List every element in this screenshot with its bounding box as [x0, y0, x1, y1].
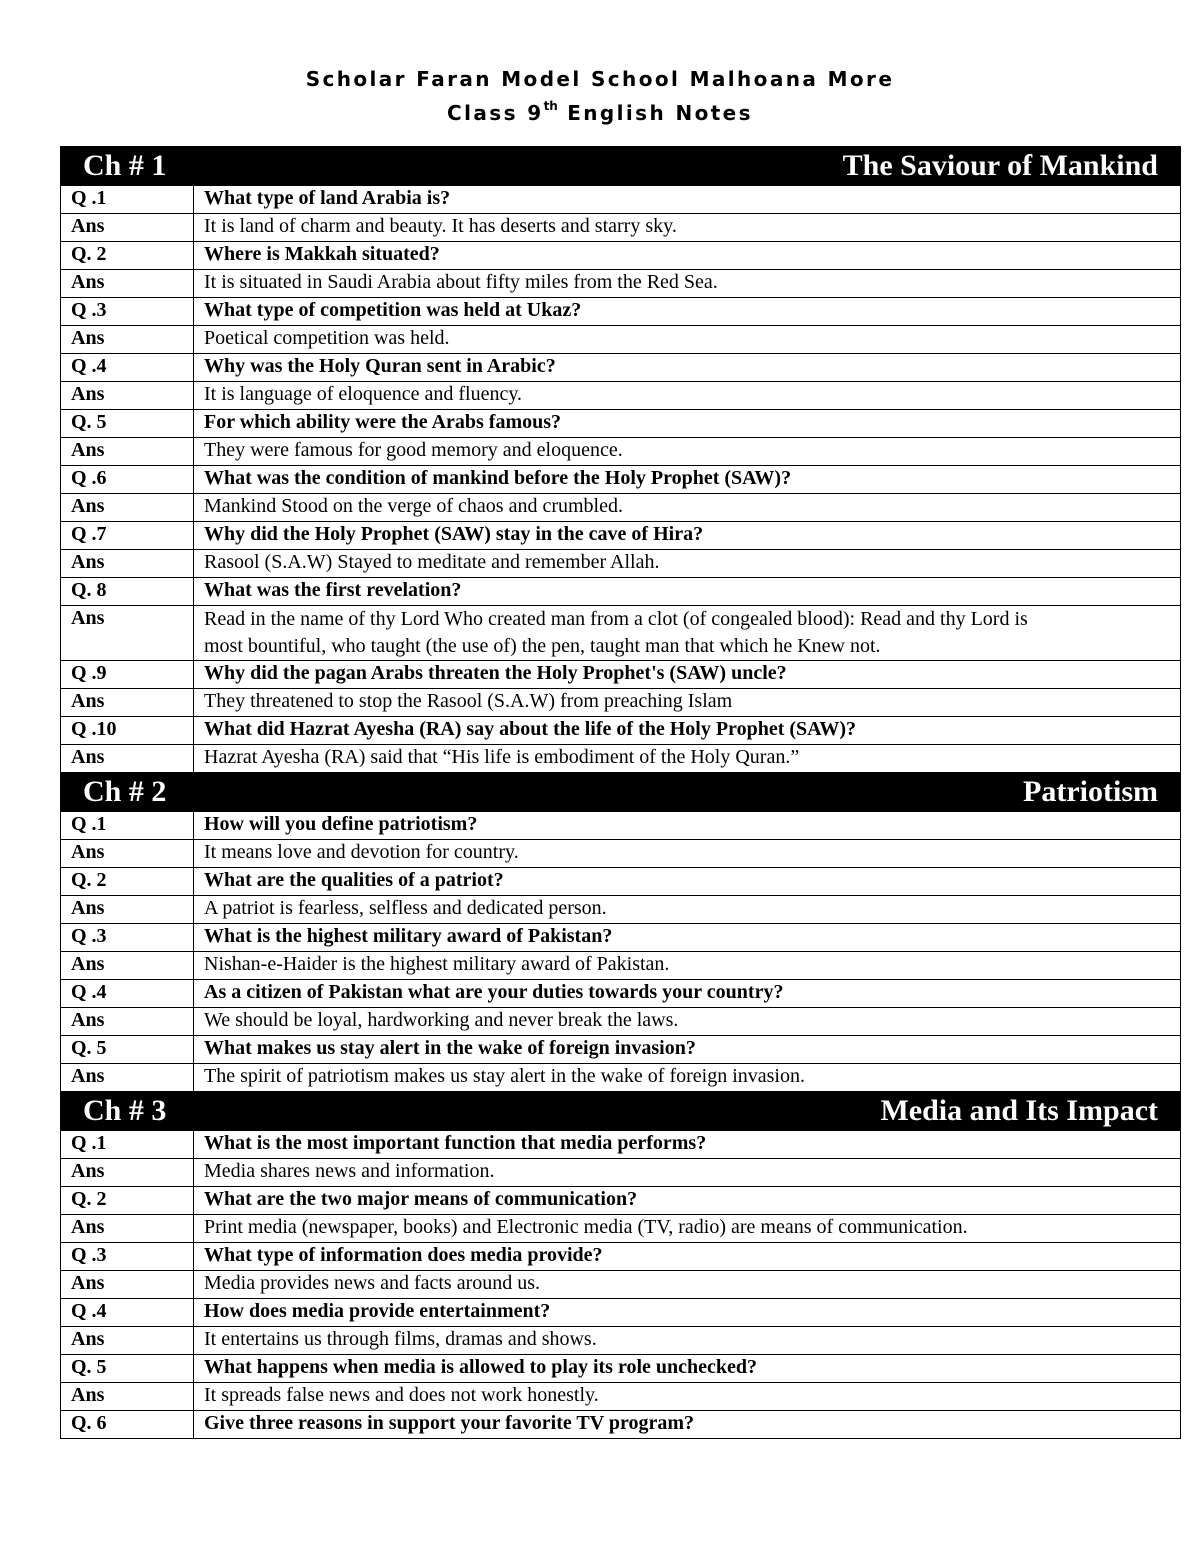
question-text: What is the most important function that media performs?	[194, 1131, 1181, 1159]
answer-text: Hazrat Ayesha (RA) said that “His life is embodiment of the Holy Quran.”	[194, 745, 1181, 773]
question-row	[61, 1355, 1181, 1383]
answer-row	[61, 952, 1181, 980]
question-number: Q. 2	[61, 242, 194, 270]
school-name: Scholar Faran Model School Malhoana More	[305, 67, 895, 91]
answer-label: Ans	[61, 494, 194, 522]
answer-row	[61, 1215, 1181, 1243]
question-text: What type of information does media provide?	[194, 1243, 1181, 1271]
answer-label: Ans	[61, 745, 194, 773]
class-title-suffix: English Notes	[557, 101, 753, 125]
question-number: Q .6	[61, 466, 194, 494]
chapter-header	[61, 147, 1181, 186]
question-row	[61, 1243, 1181, 1271]
answer-text: It is language of eloquence and fluency.	[194, 382, 1181, 410]
answer-row	[61, 550, 1181, 578]
answer-label: Ans	[61, 1383, 194, 1411]
question-number: Q .10	[61, 717, 194, 745]
question-text: What happens when media is allowed to play its role unchecked?	[194, 1355, 1181, 1383]
answer-label: Ans	[61, 550, 194, 578]
question-text: How will you define patriotism?	[194, 812, 1181, 840]
question-number: Q. 2	[61, 868, 194, 896]
answer-row	[61, 606, 1181, 661]
answer-label: Ans	[61, 438, 194, 466]
question-number: Q .4	[61, 1299, 194, 1327]
question-row	[61, 1187, 1181, 1215]
question-row	[61, 242, 1181, 270]
chapter-number: Ch # 3	[61, 1092, 194, 1131]
answer-row	[61, 840, 1181, 868]
chapter-title: The Saviour of Mankind	[194, 147, 1181, 186]
answer-text: Poetical competition was held.	[194, 326, 1181, 354]
chapter-header	[61, 773, 1181, 812]
answer-label: Ans	[61, 840, 194, 868]
answer-label: Ans	[61, 382, 194, 410]
question-number: Q .3	[61, 298, 194, 326]
question-row	[61, 1411, 1181, 1439]
answer-text: It is land of charm and beauty. It has deserts and starry sky.	[194, 214, 1181, 242]
answer-label: Ans	[61, 1008, 194, 1036]
answer-row	[61, 326, 1181, 354]
question-number: Q .4	[61, 354, 194, 382]
question-text: What are the qualities of a patriot?	[194, 868, 1181, 896]
question-text: What are the two major means of communication?	[194, 1187, 1181, 1215]
question-number: Q. 5	[61, 410, 194, 438]
class-title-superscript: th	[543, 99, 558, 114]
question-text: Where is Makkah situated?	[194, 242, 1181, 270]
question-number: Q .9	[61, 661, 194, 689]
answer-text: It spreads false news and does not work honestly.	[194, 1383, 1181, 1411]
question-text: What is the highest military award of Pakistan?	[194, 924, 1181, 952]
answer-label: Ans	[61, 326, 194, 354]
answer-row	[61, 214, 1181, 242]
question-number: Q .7	[61, 522, 194, 550]
answer-row	[61, 494, 1181, 522]
answer-label: Ans	[61, 606, 194, 661]
question-text: What type of land Arabia is?	[194, 186, 1181, 214]
answer-row	[61, 1271, 1181, 1299]
question-text: What was the condition of mankind before the Holy Prophet (SAW)?	[194, 466, 1181, 494]
answer-label: Ans	[61, 1064, 194, 1092]
answer-label: Ans	[61, 1215, 194, 1243]
question-row	[61, 661, 1181, 689]
question-row	[61, 186, 1181, 214]
question-row	[61, 1036, 1181, 1064]
question-number: Q .4	[61, 980, 194, 1008]
answer-text: Print media (newspaper, books) and Electronic media (TV, radio) are means of communication.	[194, 1215, 1181, 1243]
answer-text: It means love and devotion for country.	[194, 840, 1181, 868]
notes-table-body	[61, 147, 1181, 1439]
question-text: Why was the Holy Quran sent in Arabic?	[194, 354, 1181, 382]
question-number: Q. 2	[61, 1187, 194, 1215]
answer-label: Ans	[61, 270, 194, 298]
answer-text: They threatened to stop the Rasool (S.A.W) from preaching Islam	[194, 689, 1181, 717]
question-text: Give three reasons in support your favorite TV program?	[194, 1411, 1181, 1439]
chapter-title: Media and Its Impact	[194, 1092, 1181, 1131]
question-row	[61, 1299, 1181, 1327]
answer-text: The spirit of patriotism makes us stay alert in the wake of foreign invasion.	[194, 1064, 1181, 1092]
answer-row	[61, 270, 1181, 298]
answer-text: Media shares news and information.	[194, 1159, 1181, 1187]
answer-label: Ans	[61, 214, 194, 242]
answer-label: Ans	[61, 1159, 194, 1187]
question-row	[61, 868, 1181, 896]
question-text: What makes us stay alert in the wake of foreign invasion?	[194, 1036, 1181, 1064]
answer-row	[61, 1008, 1181, 1036]
question-text: How does media provide entertainment?	[194, 1299, 1181, 1327]
document-header	[0, 62, 1200, 130]
question-text: What was the first revelation?	[194, 578, 1181, 606]
answer-text: Nishan-e-Haider is the highest military award of Pakistan.	[194, 952, 1181, 980]
chapter-title: Patriotism	[194, 773, 1181, 812]
answer-row	[61, 1383, 1181, 1411]
question-text: Why did the Holy Prophet (SAW) stay in the cave of Hira?	[194, 522, 1181, 550]
answer-label: Ans	[61, 689, 194, 717]
class-title	[0, 96, 1200, 130]
answer-text: It is situated in Saudi Arabia about fifty miles from the Red Sea.	[194, 270, 1181, 298]
answer-text: Media provides news and facts around us.	[194, 1271, 1181, 1299]
answer-row	[61, 689, 1181, 717]
answer-row	[61, 382, 1181, 410]
question-number: Q. 5	[61, 1036, 194, 1064]
question-number: Q .3	[61, 924, 194, 952]
question-text: What type of competition was held at Ukaz?	[194, 298, 1181, 326]
answer-row	[61, 1159, 1181, 1187]
question-number: Q. 5	[61, 1355, 194, 1383]
question-number: Q. 6	[61, 1411, 194, 1439]
answer-text: It entertains us through films, dramas and shows.	[194, 1327, 1181, 1355]
question-text: Why did the pagan Arabs threaten the Holy Prophet's (SAW) uncle?	[194, 661, 1181, 689]
chapter-header	[61, 1092, 1181, 1131]
question-row	[61, 1131, 1181, 1159]
question-row	[61, 717, 1181, 745]
question-row	[61, 980, 1181, 1008]
question-text: What did Hazrat Ayesha (RA) say about the life of the Holy Prophet (SAW)?	[194, 717, 1181, 745]
question-row	[61, 812, 1181, 840]
answer-row	[61, 896, 1181, 924]
answer-label: Ans	[61, 1271, 194, 1299]
answer-text: A patriot is fearless, selfless and dedicated person.	[194, 896, 1181, 924]
answer-text: They were famous for good memory and eloquence.	[194, 438, 1181, 466]
question-row	[61, 924, 1181, 952]
answer-row	[61, 745, 1181, 773]
question-text: As a citizen of Pakistan what are your duties towards your country?	[194, 980, 1181, 1008]
question-row	[61, 522, 1181, 550]
question-row	[61, 578, 1181, 606]
question-row	[61, 410, 1181, 438]
answer-label: Ans	[61, 952, 194, 980]
question-number: Q .1	[61, 1131, 194, 1159]
answer-text: Read in the name of thy Lord Who created man from a clot (of congealed blood): Read and thy Lord is most bountiful, who taught (the use of) the pen, taught man that which he Knew not.	[194, 606, 1181, 661]
answer-text: Rasool (S.A.W) Stayed to meditate and remember Allah.	[194, 550, 1181, 578]
question-number: Q .1	[61, 186, 194, 214]
answer-row	[61, 438, 1181, 466]
answer-text: We should be loyal, hardworking and never break the laws.	[194, 1008, 1181, 1036]
question-number: Q. 8	[61, 578, 194, 606]
chapter-number: Ch # 1	[61, 147, 194, 186]
answer-row	[61, 1327, 1181, 1355]
answer-text: Mankind Stood on the verge of chaos and crumbled.	[194, 494, 1181, 522]
question-row	[61, 298, 1181, 326]
chapter-number: Ch # 2	[61, 773, 194, 812]
question-row	[61, 354, 1181, 382]
answer-row	[61, 1064, 1181, 1092]
question-number: Q .1	[61, 812, 194, 840]
question-text: For which ability were the Arabs famous?	[194, 410, 1181, 438]
question-row	[61, 466, 1181, 494]
class-title-prefix: Class 9	[447, 101, 544, 125]
answer-label: Ans	[61, 1327, 194, 1355]
question-number: Q .3	[61, 1243, 194, 1271]
notes-table	[60, 146, 1181, 1439]
answer-label: Ans	[61, 896, 194, 924]
